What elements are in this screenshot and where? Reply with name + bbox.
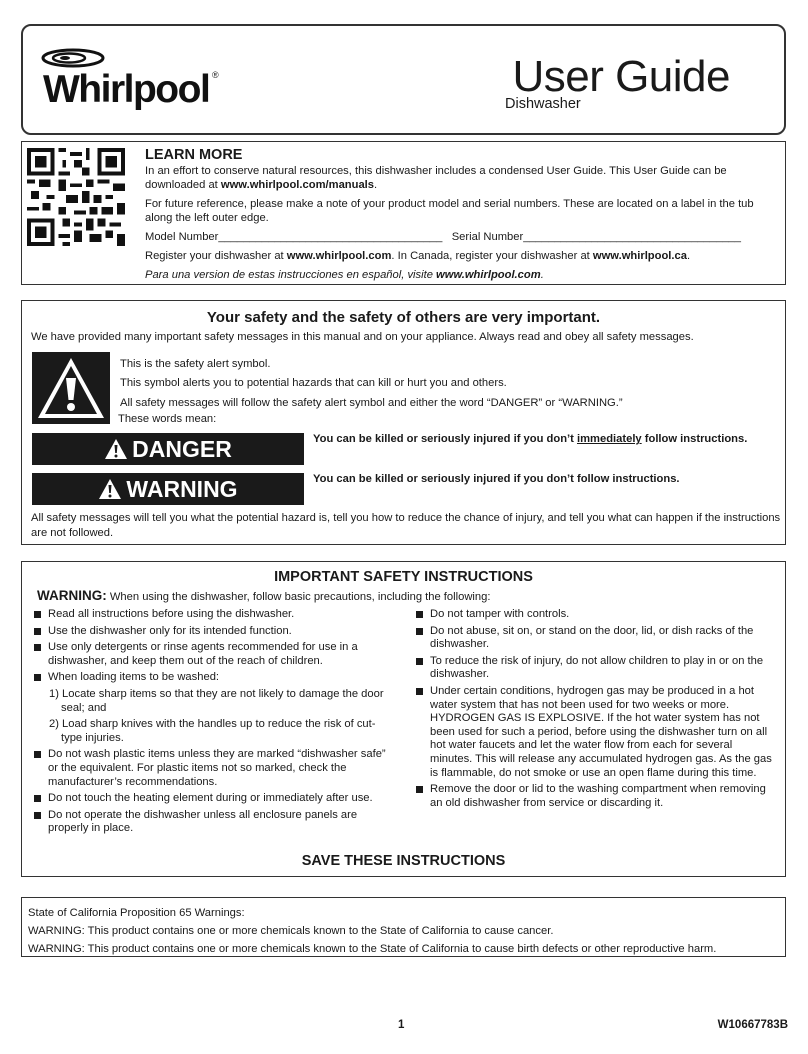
- warning-precaution: When using the dishwasher, follow basic precautions, including the following:: [106, 591, 491, 603]
- sub-item: 1) Locate sharp items so that they are not likely to damage the door seal; and: [49, 687, 384, 714]
- list-item: [34, 748, 394, 789]
- instructions-right-column: [416, 608, 776, 813]
- register-link-canada[interactable]: www.whirlpool.ca: [592, 250, 687, 262]
- register-line: [145, 249, 781, 263]
- learn-more-heading: LEARN MORE: [145, 147, 243, 163]
- punctuation: .: [686, 250, 691, 262]
- page-number: 1: [398, 1019, 405, 1031]
- learn-more-content: [145, 147, 781, 287]
- danger-emphasis: immediately: [576, 433, 642, 445]
- list-item-text: Do not tamper with controls.: [430, 608, 570, 620]
- warning-word: WARNING:: [37, 588, 107, 603]
- list-item: [416, 608, 776, 622]
- list-item-text: Use only detergents or rinse agents recommended for use in a dishwasher, and keep them out of the reach of children.: [48, 641, 358, 667]
- warning-signal-panel: [32, 473, 304, 505]
- danger-label: DANGER: [132, 435, 232, 462]
- logo-swirl-icon: [41, 46, 111, 70]
- warning-description: You can be killed or seriously injured if you don’t follow instructions.: [313, 473, 680, 485]
- manuals-link[interactable]: www.whirlpool.com/manuals: [220, 179, 375, 191]
- list-item: [416, 655, 776, 682]
- punctuation: .: [540, 269, 544, 281]
- list-item-text: Do not operate the dishwasher unless all enclosure panels are properly in place.: [48, 808, 358, 835]
- list-item: [34, 608, 394, 622]
- page-subtitle: Dishwasher: [505, 96, 581, 112]
- list-item: [34, 625, 394, 639]
- bullet-icon: [416, 658, 423, 665]
- register-text-canada: . In Canada, register your dishwasher at: [391, 250, 593, 262]
- danger-description: [313, 433, 783, 445]
- alert-explanation: [120, 355, 623, 425]
- instructions-warning: [37, 588, 490, 603]
- safety-section: [21, 300, 786, 545]
- bullet-icon: [416, 688, 423, 695]
- list-item-text: Do not abuse, sit on, or stand on the door, lid, or dish racks of the dishwasher.: [430, 624, 754, 651]
- alert-line-2: This symbol alerts you to potential hazards that can kill or hurt you and others.: [120, 377, 507, 390]
- prop65-title: State of California Proposition 65 Warnings:: [28, 907, 245, 919]
- model-number-label: Model Number: [145, 231, 219, 243]
- bullet-icon: [34, 674, 41, 681]
- list-item: [34, 792, 394, 806]
- warning-label: WARNING: [126, 475, 238, 502]
- header-box: [21, 24, 786, 135]
- danger-alert-icon: [104, 438, 128, 460]
- list-item-text: Do not touch the heating element during or immediately after use.: [48, 792, 373, 805]
- bullet-icon: [34, 644, 41, 651]
- danger-text-end: follow instructions.: [641, 433, 748, 445]
- safety-intro: We have provided many important safety messages in this manual and on your appliance. Always read and obey all safety messages.: [31, 331, 694, 343]
- instructions-heading: IMPORTANT SAFETY INSTRUCTIONS: [274, 569, 533, 585]
- model-serial-line: [145, 230, 781, 244]
- document-id: W10667783B: [717, 1019, 788, 1031]
- registered-mark: ®: [212, 70, 219, 80]
- alert-line-4: These words mean:: [118, 412, 217, 425]
- bullet-icon: [34, 628, 41, 635]
- qr-code-icon: [27, 148, 125, 246]
- safety-footer: All safety messages will tell you what the potential hazard is, tell you how to reduce the chance of injury, and tell you what can happen if the instructions are not followed.: [31, 512, 781, 539]
- list-item: [416, 685, 776, 780]
- prop65-cancer-warning: WARNING: This product contains one or more chemicals known to the State of California to cause cancer.: [28, 925, 554, 937]
- list-item-text: When loading items to be washed:: [48, 671, 220, 684]
- bullet-icon: [34, 812, 41, 819]
- whirlpool-logo: [41, 46, 226, 121]
- learn-more-section: [21, 141, 786, 285]
- list-item-text: Read all instructions before using the dishwasher.: [48, 608, 295, 620]
- spanish-line: [145, 268, 781, 282]
- list-item: [416, 783, 776, 810]
- punctuation: .: [374, 179, 378, 191]
- serial-number-blank: ___________________________________: [523, 231, 741, 243]
- list-item-text: Do not wash plastic items unless they are marked “dishwasher safe” or the equivalent. For plastic items not so marked, check the manufacturer’s recommendations.: [48, 748, 386, 788]
- list-item: [416, 625, 776, 652]
- alert-line-1: This is the safety alert symbol.: [120, 358, 271, 370]
- safety-alert-icon: [32, 352, 110, 424]
- bullet-icon: [416, 611, 423, 618]
- danger-text: You can be killed or seriously injured if you don’t: [313, 433, 577, 445]
- save-instructions-heading: SAVE THESE INSTRUCTIONS: [301, 853, 506, 869]
- logo-wordmark: Whirlpool: [43, 68, 210, 111]
- learn-more-text: In an effort to conserve natural resources, this dishwasher includes a condensed User Guide. This User Guide can be downloaded at: [145, 165, 727, 191]
- spanish-link[interactable]: www.whirlpool.com: [436, 269, 541, 281]
- list-item-text: Use the dishwasher only for its intended function.: [48, 624, 292, 637]
- list-item-text: To reduce the risk of injury, do not allow children to play in or on the dishwasher.: [430, 654, 764, 681]
- prop65-reproductive-warning: WARNING: This product contains one or more chemicals known to the State of California to cause birth defects or other reproductive harm.: [28, 943, 717, 955]
- list-item: [34, 809, 394, 836]
- instructions-left-column: [34, 608, 394, 839]
- bullet-icon: [34, 795, 41, 802]
- list-item-text: Under certain conditions, hydrogen gas may be produced in a hot water system that has not been used for two weeks or more. HYDROGEN GAS IS EXPLOSIVE. If the hot water system has not been used for such a period, before using the dishwasher turn on all hot water faucets and let the water flow from each for several minutes. This will release any accumulated hydrogen gas. As the gas is flammable, do not smoke or use an open flame during this time.: [430, 684, 772, 779]
- page-title: User Guide: [512, 52, 730, 101]
- instructions-section: [21, 561, 786, 877]
- bullet-icon: [416, 628, 423, 635]
- spanish-text: Para una version de estas instrucciones en español, visite: [145, 269, 437, 281]
- list-item: [34, 671, 394, 685]
- learn-more-paragraph-2: For future reference, please make a note of your product model and serial numbers. These are located on a label in the tub along the left outer edge.: [145, 198, 754, 224]
- sub-item: 2) Load sharp knives with the handles up to reduce the risk of cut-type injuries.: [49, 718, 376, 744]
- safety-heading: Your safety and the safety of others are very important.: [206, 309, 601, 326]
- serial-number-label: Serial Number: [451, 231, 524, 243]
- bullet-icon: [34, 751, 41, 758]
- warning-alert-icon: [98, 478, 122, 500]
- prop65-section: [21, 897, 786, 957]
- model-number-blank: ____________________________________: [218, 231, 443, 243]
- bullet-icon: [34, 611, 41, 618]
- register-text: Register your dishwasher at: [145, 250, 287, 262]
- learn-more-paragraph-1: [145, 164, 781, 192]
- bullet-icon: [416, 786, 423, 793]
- alert-line-3: All safety messages will follow the safety alert symbol and either the word “DANGER” or “WARNING.”: [120, 396, 623, 409]
- register-link-us[interactable]: www.whirlpool.com: [286, 250, 392, 262]
- list-item: [34, 641, 394, 668]
- danger-signal-panel: [32, 433, 304, 465]
- list-item-text: Remove the door or lid to the washing compartment when removing an old dishwasher from service or discarding it.: [430, 783, 766, 809]
